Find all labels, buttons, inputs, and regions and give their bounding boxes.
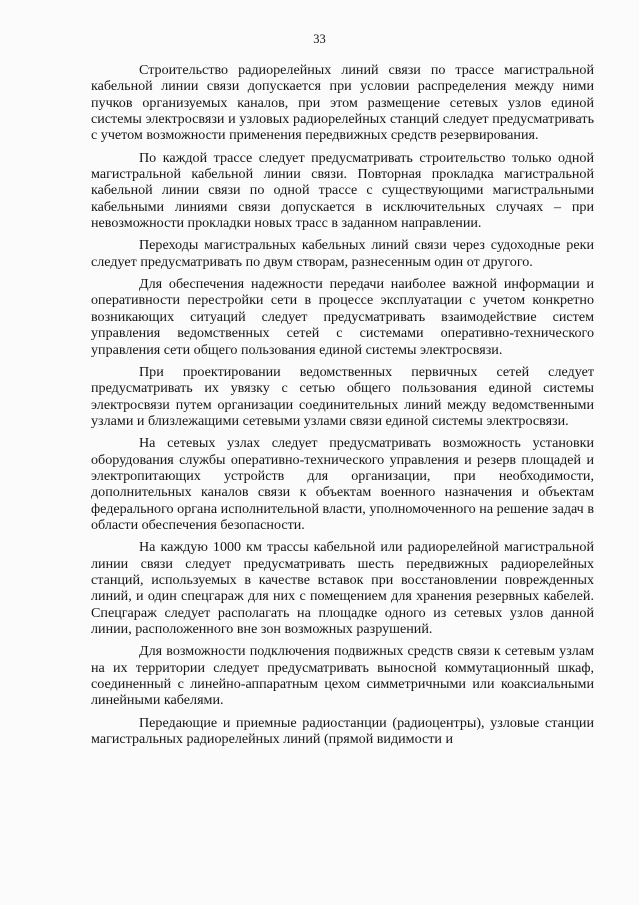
paragraph-management-interaction: Для обеспечения надежности передачи наиболее важной информации и оперативности перестройки сети в процессе эксплуатации с учетом конкретно возникающих ситуаций следует предусматривать взаимодействие систем управления ведомственных сетей с системами оперативно-технического управления сети общего пользования единой системы электросвязи. bbox=[91, 276, 594, 358]
page-number: 33 bbox=[313, 32, 326, 46]
paragraph-river-crossings: Переходы магистральных кабельных линий связи через судоходные реки следует предусматривать по двум створам, разнесенным один от другого. bbox=[91, 237, 594, 270]
paragraph-network-nodes-equipment: На сетевых узлах следует предусматривать возможность установки оборудования службы оперативно-технического управления и резерв площадей и электропитающих устройств для организации, при необходимости, дополнительных каналов связи к объектам военного назначения и объектам федерального органа исполнительной власти, уполномоченного на решение задач в области обеспечения безопасности. bbox=[91, 435, 594, 533]
paragraph-transmitting-receiving-stations: Передающие и приемные радиостанции (радиоцентры), узловые станции магистральных радиорелейных линий (прямой видимости и bbox=[91, 714, 594, 748]
paragraph-radio-relay-along-cable-route: Строительство радиорелейных линий связи по трассе магистральной кабельной линии связи допускается при условии распределения между ними пучков организуемых каналов, при этом размещение сетевых узлов единой системы электросвязи и узловых радиорелейных станций следует предусматривать с учетом возможности применения передвижных средств резервирования. bbox=[91, 62, 594, 144]
paragraph-mobile-stations-per-1000km: На каждую 1000 км трассы кабельной или радиорелейной магистральной линии связи следует предусматривать шесть передвижных радиорелейных станций, используемых в качестве вставок при восстановлении поврежденных линий, и один спецгараж для них с помещением для хранения резервных кабелей. Спецгараж следует располагать на площадке одного из сетевых узлов данной линии, расположенного вне зон возможных разрушений. bbox=[91, 539, 594, 637]
paragraph-mobile-connection-cabinet: Для возможности подключения подвижных средств связи к сетевым узлам на их территории следует предусматривать выносной коммутационный шкаф, соединенный с линейно-аппаратным цехом симметричными или коаксиальными линейными кабелями. bbox=[91, 643, 594, 709]
paragraph-departmental-networks-linkage: При проектировании ведомственных первичных сетей следует предусматривать их увязку с сетью общего пользования единой системы электросвязи путем организации соединительных линий между ведомственными узлами и близлежащими сетевыми узлами связи единой системы электросвязи. bbox=[91, 363, 594, 429]
paragraph-one-cable-line-per-route: По каждой трассе следует предусматривать строительство только одной магистральной кабельной линии связи. Повторная прокладка магистральной кабельной линии связи по одной трассе с существующими магистральными кабельными линиями связи допускается в исключительных случаях – при невозможности прокладки новых трасс в заданном направлении. bbox=[91, 149, 594, 232]
body-text bbox=[91, 62, 594, 747]
